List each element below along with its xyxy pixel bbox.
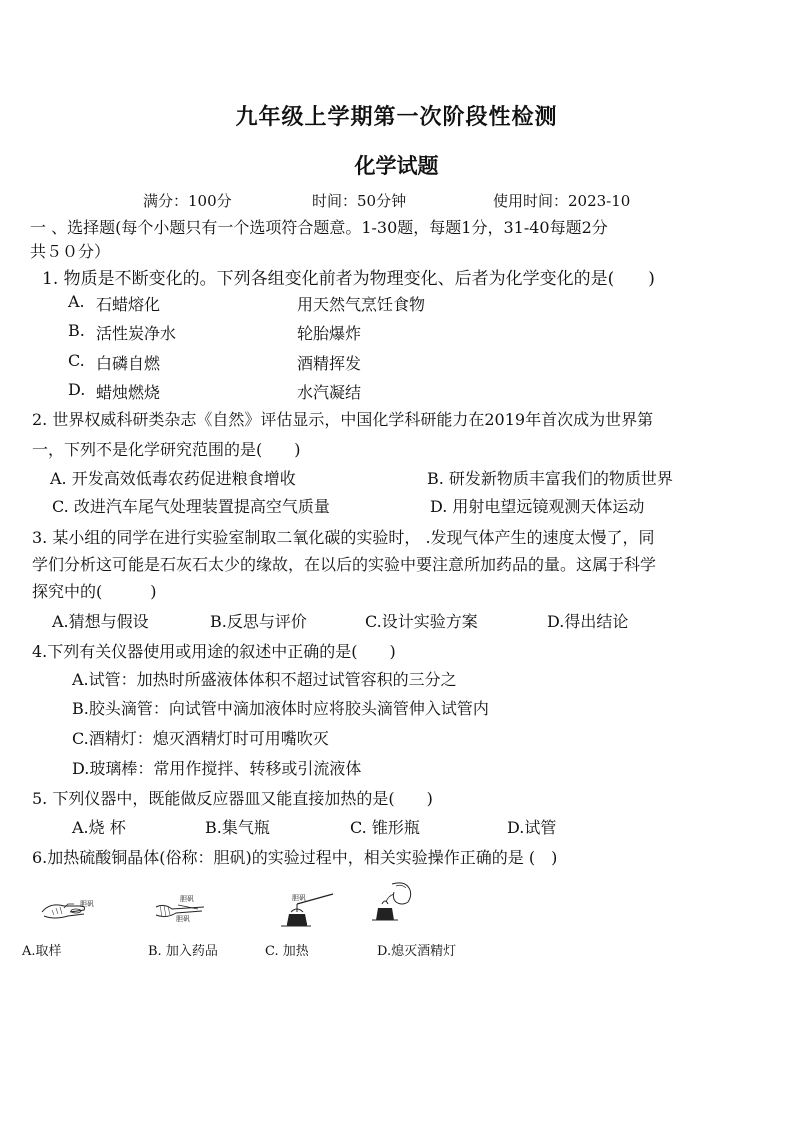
- hand-scooping-icon: [40, 892, 102, 926]
- fig-c-label: 胆矾: [292, 894, 306, 902]
- q4-option-b: B.胶头滴管：向试管中滴加液体时应将胶头滴管伸入试管内: [72, 699, 489, 718]
- q1-option-d-label: D.: [68, 380, 86, 399]
- q5-stem: 5. 下列仪器中，既能做反应器皿又能直接加热的是( ): [32, 789, 433, 808]
- time-info: 时间：50分钟: [312, 192, 407, 210]
- q5-option-d: D.试管: [507, 818, 557, 837]
- q1-option-c-first: 白磷自燃: [96, 354, 161, 373]
- q4-option-c: C.酒精灯：熄灭酒精灯时可用嘴吹灭: [72, 729, 329, 748]
- fig-a-label: 胆矾: [80, 900, 94, 908]
- q1-option-d-first: 蜡烛燃烧: [96, 383, 161, 402]
- q2-stem-line2: 一，下列不是化学研究范围的是( ): [32, 440, 301, 459]
- q4-option-a: A.试管：加热时所盛液体体积不超过试管容积的三分之: [72, 670, 457, 689]
- q1-option-c-second: 酒精挥发: [297, 354, 362, 373]
- q3-option-c: C.设计实验方案: [365, 612, 478, 631]
- blowing-lamp-icon: [372, 880, 420, 924]
- q1-option-a-first: 石蜡熔化: [96, 295, 161, 314]
- q3-stem-line1: 3. 某小组的同学在进行实验室制取二氧化碳的实验时， .发现气体产生的速度太慢了，同: [32, 528, 655, 547]
- fig-b-caption: B. 加入药品: [148, 944, 218, 959]
- section-heading-cont: 共５０分）: [30, 242, 111, 261]
- q3-option-b: B.反思与评价: [210, 612, 307, 631]
- fig-b-label-1: 胆矾: [180, 895, 194, 903]
- score-info: 满分：100分: [143, 192, 232, 210]
- fig-b-label-2: 胆矾: [176, 915, 190, 923]
- q1-option-a-second: 用天然气烹饪食物: [297, 295, 426, 314]
- fig-d-caption: D.熄灭酒精灯: [377, 944, 457, 959]
- q1-option-a-label: A.: [68, 292, 85, 311]
- page-title: 九年级上学期第一次阶段性检测: [235, 104, 558, 130]
- section-heading: 一 、选择题(每个小题只有一个选项符合题意。1-30题，每题1分，31-40每题2分: [30, 218, 608, 237]
- q1-option-c-label: C.: [68, 351, 85, 370]
- q3-stem-line2: 学们分析这可能是石灰石太少的缘故，在以后的实验中要注意所加药品的量。这属于科学: [32, 555, 657, 574]
- fig-c-caption: C. 加热: [265, 944, 309, 959]
- page-subtitle: 化学试题: [354, 153, 439, 178]
- q2-option-b: B. 研发新物质丰富我们的物质世界: [427, 469, 673, 488]
- q2-option-c: C. 改进汽车尾气处理装置提高空气质量: [52, 497, 330, 516]
- q1-option-b-second: 轮胎爆炸: [297, 324, 362, 343]
- q5-option-b: B.集气瓶: [205, 818, 270, 837]
- date-info: 使用时间：2023-10: [493, 192, 631, 210]
- q1-option-b-first: 活性炭净水: [96, 324, 177, 343]
- q3-stem-line3: 探究中的( ): [32, 582, 157, 601]
- q3-option-d: D.得出结论: [547, 612, 629, 631]
- q2-stem-line1: 2. 世界权威科研类杂志《自然》评估显示，中国化学科研能力在2019年首次成为世界第: [32, 410, 654, 429]
- q1-option-d-second: 水汽凝结: [297, 383, 362, 402]
- q2-option-d: D. 用射电望远镜观测天体运动: [430, 497, 645, 516]
- q4-stem: 4.下列有关仪器使用或用途的叙述中正确的是( ): [32, 642, 396, 661]
- q5-option-c: C. 锥形瓶: [350, 818, 420, 837]
- alcohol-lamp-tube-icon: [275, 888, 341, 928]
- q5-option-a: A.烧 杯: [72, 818, 126, 837]
- q4-option-d: D.玻璃棒：常用作搅拌、转移或引流液体: [72, 759, 362, 778]
- q6-stem: 6.加热硫酸铜晶体(俗称：胆矾)的实验过程中，相关实验操作正确的是 ( ): [32, 848, 558, 867]
- fig-a-caption: A.取样: [22, 944, 62, 959]
- q1-stem: 1. 物质是不断变化的。下列各组变化前者为物理变化、后者为化学变化的是( ): [42, 269, 655, 289]
- q2-option-a: A. 开发高效低毒农药促进粮食增收: [50, 469, 296, 488]
- q1-option-b-label: B.: [68, 321, 85, 340]
- q3-option-a: A.猜想与假设: [52, 612, 149, 631]
